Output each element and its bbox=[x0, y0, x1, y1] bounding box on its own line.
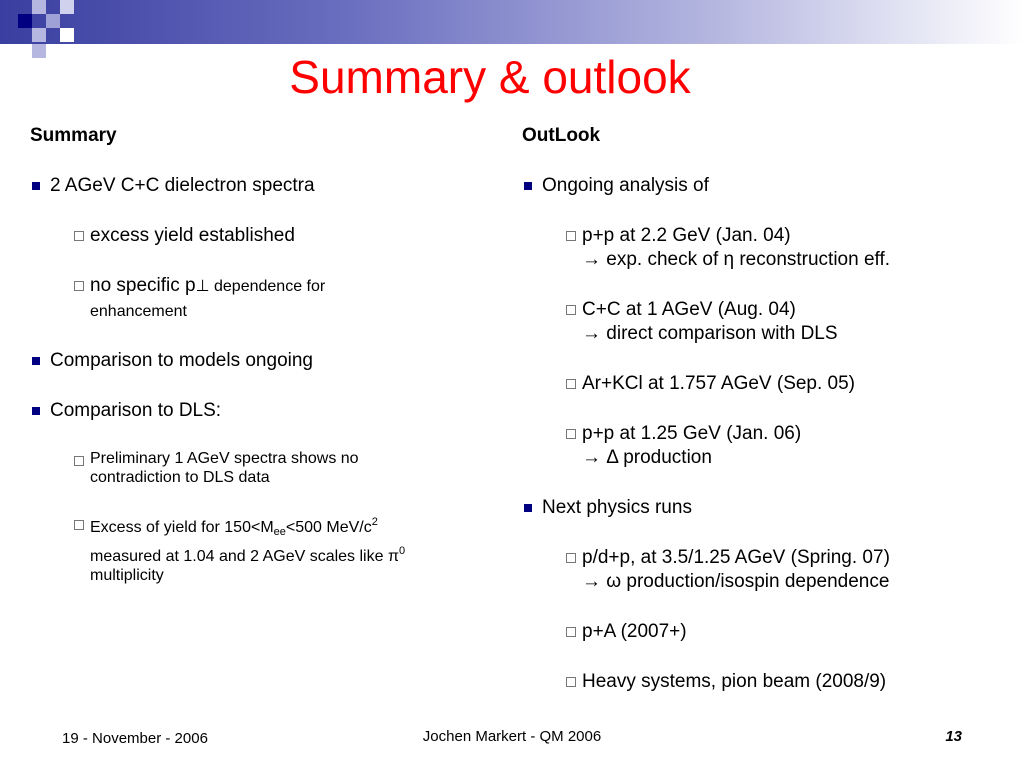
outlook-bullet-2 bbox=[522, 496, 1012, 520]
outlook-subbullet-7 bbox=[562, 670, 1012, 694]
subbullet-4-line2: measured at 1.04 and 2 AGeV scales like bbox=[90, 548, 388, 565]
superscript-2: 2 bbox=[371, 516, 378, 528]
outlook-sub-6-line1: p+A (2007+) bbox=[582, 621, 687, 642]
outlook-subbullet-6 bbox=[562, 620, 1012, 644]
summary-subbullet-3 bbox=[70, 449, 490, 487]
summary-bullet-2 bbox=[30, 349, 490, 373]
deco-square-5 bbox=[60, 0, 74, 14]
outlook-sub-1-line2: → exp. check of η reconstruction eff. bbox=[582, 249, 891, 270]
summary-subbullet-2 bbox=[70, 274, 490, 323]
summary-bullet-1-text: 2 AGeV C+C dielectron spectra bbox=[50, 175, 315, 196]
outlook-sub-5-line2: → ω production/isospin dependence bbox=[582, 571, 890, 592]
footer-date: 19 - November - 2006 bbox=[62, 730, 208, 747]
outlook-subbullet-5 bbox=[562, 546, 1012, 594]
outlook-subbullet-2 bbox=[562, 298, 1012, 346]
outlook-bullet-2-text: Next physics runs bbox=[542, 497, 692, 518]
outlook-bullet-1 bbox=[522, 174, 1012, 198]
perp-symbol: ⊥ bbox=[195, 278, 210, 295]
outlook-column bbox=[522, 124, 1012, 720]
outlook-sub-1-line1: p+p at 2.2 GeV (Jan. 04) bbox=[582, 225, 791, 246]
outlook-sub-7-line1: Heavy systems, pion beam (2008/9) bbox=[582, 671, 887, 692]
summary-subbullet-4 bbox=[70, 513, 490, 585]
summary-heading: Summary bbox=[30, 125, 117, 146]
summary-subbullet-1-text: excess yield established bbox=[90, 225, 295, 246]
header-decoration-bar bbox=[0, 0, 1024, 44]
outlook-sub-4-line2: → Δ production bbox=[582, 447, 712, 468]
outlook-subbullet-1 bbox=[562, 224, 1012, 272]
outlook-subbullet-3 bbox=[562, 372, 1012, 396]
deco-square-6 bbox=[60, 28, 74, 42]
subbullet-3-line1: Preliminary 1 AGeV spectra shows no bbox=[90, 450, 359, 467]
subbullet-3-line2: contradiction to DLS data bbox=[90, 469, 270, 486]
subscript-ee: ee bbox=[273, 526, 286, 538]
pi-symbol: π bbox=[387, 548, 399, 565]
summary-column bbox=[30, 124, 490, 611]
outlook-heading: OutLook bbox=[522, 125, 601, 146]
subbullet-4-pre: Excess of yield for 150<M bbox=[90, 519, 274, 536]
subbullet-2-pre: no specific p bbox=[90, 275, 196, 296]
summary-bullet-3 bbox=[30, 399, 490, 423]
deco-square-3 bbox=[46, 14, 60, 28]
outlook-bullet-1-text: Ongoing analysis of bbox=[542, 175, 709, 196]
footer-author: Jochen Markert - QM 2006 bbox=[422, 728, 602, 745]
outlook-sub-2-line2: → direct comparison with DLS bbox=[582, 323, 838, 344]
pi-superscript: 0 bbox=[399, 545, 406, 557]
deco-square-2 bbox=[32, 0, 46, 14]
outlook-sub-3-line1: Ar+KCl at 1.757 AGeV (Sep. 05) bbox=[582, 373, 856, 394]
slide-title: Summary & outlook bbox=[289, 51, 691, 103]
summary-bullet-3-text: Comparison to DLS: bbox=[50, 400, 222, 421]
subbullet-4-mid: <500 MeV/c bbox=[285, 519, 372, 536]
outlook-sub-2-line1: C+C at 1 AGeV (Aug. 04) bbox=[582, 299, 796, 320]
deco-square-1 bbox=[18, 14, 32, 28]
subbullet-2-post: dependence for bbox=[209, 278, 326, 295]
subbullet-2-cont: enhancement bbox=[90, 303, 187, 320]
outlook-subbullet-4 bbox=[562, 422, 1012, 470]
outlook-sub-5-line1: p/d+p, at 3.5/1.25 AGeV (Spring. 07) bbox=[582, 547, 890, 568]
deco-square-4 bbox=[32, 28, 46, 42]
footer-page-number: 13 bbox=[945, 728, 962, 745]
outlook-sub-4-line1: p+p at 1.25 GeV (Jan. 06) bbox=[582, 423, 802, 444]
summary-bullet-1 bbox=[30, 174, 490, 198]
subbullet-4-line3: multiplicity bbox=[90, 567, 164, 584]
summary-subbullet-1 bbox=[70, 224, 490, 248]
summary-bullet-2-text: Comparison to models ongoing bbox=[50, 350, 313, 371]
